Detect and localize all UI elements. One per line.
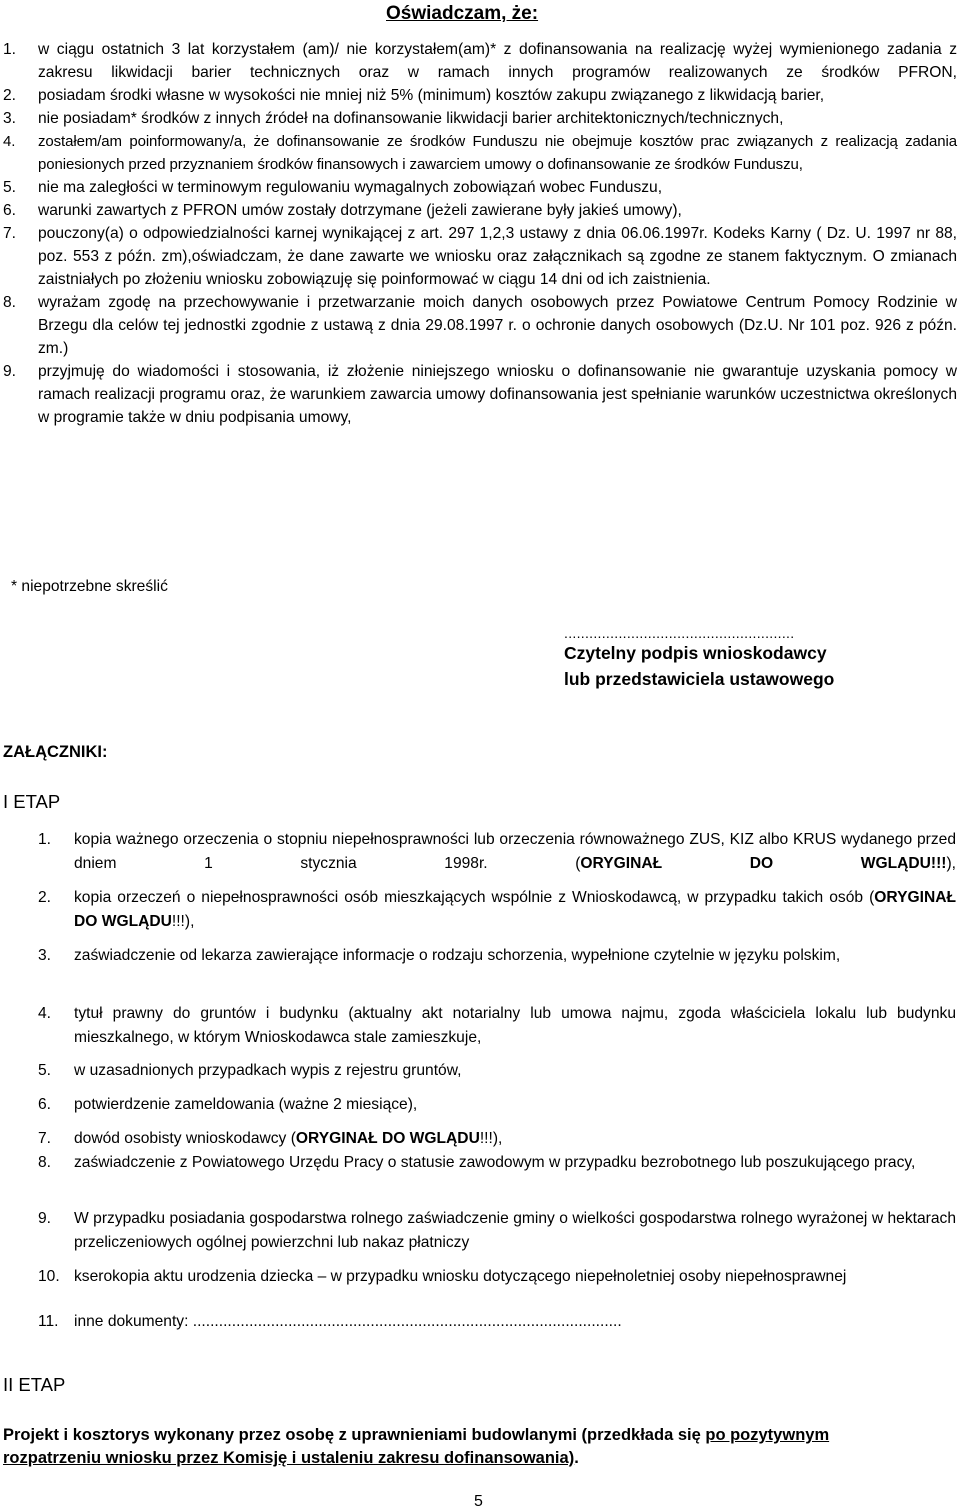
declaration-text: posiadam środki własne w wysokości nie mniej niż 5% (minimum) kosztów zakupu związanego z likwidacją barier, xyxy=(38,87,825,104)
attachment-item xyxy=(0,1002,960,1050)
attachment-number: 2. xyxy=(38,889,52,906)
declaration-item xyxy=(0,360,960,429)
declaration-number: 7. xyxy=(3,225,17,242)
page-title: Oświadczam, że: xyxy=(386,3,539,24)
declaration-text: nie posiadam* środków z innych źródeł na dofinansowanie likwidacji barier architektonicznych/technicznych, xyxy=(38,110,784,127)
declaration-item xyxy=(0,199,960,222)
declaration-item xyxy=(0,176,960,199)
stage-2-underlined: po pozytywnym rozpatrzeniu wniosku przez Komisję i ustaleniu zakresu dofinansowania) xyxy=(3,1426,830,1467)
declaration-item xyxy=(0,107,960,130)
declaration-number: 8. xyxy=(3,294,17,311)
attachment-number: 11. xyxy=(38,1313,59,1330)
signature-caption: Czytelny podpis wnioskodawcy xyxy=(564,643,827,663)
attachment-text: tytuł prawny do gruntów i budynku (aktualny akt notarialny lub umowa najmu, zgoda właściciela lokalu lub budynku mieszkalnego, w którym Wnioskodawca stale zamieszkuje, xyxy=(74,1005,956,1046)
attachment-number: 8. xyxy=(38,1154,52,1171)
stage-1-heading: I ETAP xyxy=(3,791,61,812)
attachment-number: 4. xyxy=(38,1005,52,1022)
declaration-text: warunki zawartych z PFRON umów zostały dotrzymane (jeżeli zawierane były jakieś umowy), xyxy=(38,202,682,219)
declaration-text: pouczony(a) o odpowiedzialności karnej wynikającej z art. 297 1,2,3 ustawy z dnia 06.06.1997r. Kodeks Karny ( Dz. U. 1997 nr 88, poz. 553 z późn. zm),oświadczam, że dane zawarte we wniosku oraz załącznikach są zgodne ze stanem faktycznym. O zmianach zaistniałych po złożeniu wniosku zobowiązuję się poinformować w ciągu 14 dni od ich zaistnienia. xyxy=(38,225,957,288)
attachment-text: zaświadczenie od lekarza zawierające informacje o rodzaju schorzenia, wypełnione czytelnie w języku polskim, xyxy=(74,947,841,964)
attachment-number: 10. xyxy=(38,1268,60,1285)
signature-line: ....................................................... xyxy=(564,625,795,641)
attachment-number: 9. xyxy=(38,1210,52,1227)
stage-2-text: Projekt i kosztorys wykonany przez osobę z uprawnieniami budowlanymi (przedkłada się po pozytywnym rozpatrzeniu wniosku przez Komisję i ustaleniu zakresu dofinansowania). xyxy=(3,1426,830,1467)
attachment-item xyxy=(0,1151,960,1175)
declaration-number: 9. xyxy=(3,363,17,380)
attachment-number: 1. xyxy=(38,831,52,848)
attachment-text: kopia ważnego orzeczenia o stopniu niepełnosprawności lub orzeczenia równoważnego ZUS, KIZ albo KRUS wydanego przed dniem 1 stycznia 1998r. (ORYGINAŁ DO WGLĄDU!!!), xyxy=(74,831,956,872)
attachment-number: 6. xyxy=(38,1096,52,1113)
declarations-list xyxy=(0,38,960,429)
attachments-heading: ZAŁĄCZNIKI: xyxy=(3,743,108,761)
attachment-item xyxy=(0,1207,960,1255)
attachment-item xyxy=(0,944,960,968)
attachment-number: 5. xyxy=(38,1062,52,1079)
declaration-number: 6. xyxy=(3,202,17,219)
attachment-item xyxy=(0,886,960,934)
attachment-item xyxy=(0,1310,960,1334)
attachment-text: zaświadczenie z Powiatowego Urzędu Pracy o statusie zawodowym w przypadku bezrobotnego lub poszukującego pracy, xyxy=(74,1154,916,1171)
declaration-number: 4. xyxy=(3,133,16,150)
attachment-text: w uzasadnionych przypadkach wypis z rejestru gruntów, xyxy=(74,1062,462,1079)
attachment-item xyxy=(0,1265,960,1289)
declaration-text: zostałem/am poinformowany/a, że dofinansowanie ze środków Funduszu nie obejmuje kosztów prac związanych z realizacją zadania poniesionych przed przyznaniem środków finansowych i zawarciem umowy o dofinansowanie ze środków Funduszu, xyxy=(38,133,957,173)
page-number: 5 xyxy=(474,1493,483,1510)
signature-caption: lub przedstawiciela ustawowego xyxy=(564,669,835,689)
declaration-number: 2. xyxy=(3,87,17,104)
declaration-number: 5. xyxy=(3,179,17,196)
declaration-item xyxy=(0,222,960,291)
declaration-number: 3. xyxy=(3,110,17,127)
declaration-text: w ciągu ostatnich 3 lat korzystałem (am)/ nie korzystałem(am)* z dofinansowania na realizację wyżej wymienionego zadania z zakresu likwidacji barier technicznych oraz w ramach innych programów realizowanych ze środków PFRON, xyxy=(38,41,957,81)
attachment-item xyxy=(0,1127,960,1151)
attachment-text: kopia orzeczeń o niepełnosprawności osób mieszkających wspólnie z Wnioskodawcą, w przypadku takich osób (ORYGINAŁ DO WGLĄDU!!!), xyxy=(74,889,956,930)
declaration-item xyxy=(0,130,960,176)
attachment-number: 7. xyxy=(38,1130,52,1147)
declaration-item xyxy=(0,84,960,107)
attachment-item xyxy=(0,828,960,876)
attachment-text: kserokopia aktu urodzenia dziecka – w przypadku wniosku dotyczącego niepełnoletniej osoby niepełnosprawnej xyxy=(74,1268,847,1285)
declaration-number: 1. xyxy=(3,41,17,58)
declaration-text: nie ma zaległości w terminowym regulowaniu wymagalnych zobowiązań wobec Funduszu, xyxy=(38,179,663,196)
attachment-number: 3. xyxy=(38,947,52,964)
attachment-text: potwierdzenie zameldowania (ważne 2 miesiące), xyxy=(74,1096,418,1113)
attachment-text: dowód osobisty wnioskodawcy (ORYGINAŁ DO WGLĄDU!!!), xyxy=(74,1130,503,1147)
attachment-text: W przypadku posiadania gospodarstwa rolnego zaświadczenie gminy o wielkości gospodarstwa rolnego wyrażonej w hektarach przeliczeniowych ogólnej powierzchni lub nakaz płatniczy xyxy=(74,1210,956,1251)
attachment-item xyxy=(0,1059,960,1083)
stage-2-heading: II ETAP xyxy=(3,1374,66,1395)
footnote: * niepotrzebne skreślić xyxy=(11,578,168,595)
signature-block xyxy=(564,626,954,692)
attachment-text: inne dokumenty: ................................................................................................... xyxy=(74,1313,622,1330)
declaration-text: przyjmuję do wiadomości i stosowania, iż złożenie niniejszego wniosku o dofinansowanie nie gwarantuje uzyskania pomocy w ramach realizacji programu oraz, że warunkiem zawarcia umowy dofinansowania jest spełnianie warunków uczestnictwa określonych w programie także w dniu podpisania umowy, xyxy=(38,363,957,426)
declaration-text: wyrażam zgodę na przechowywanie i przetwarzanie moich danych osobowych przez Powiatowe Centrum Pomocy Rodzinie w Brzegu dla celów tej jednostki zgodnie z ustawą z dnia 29.08.1997 r. o ochronie danych osobowych (Dz.U. Nr 101 poz. 926 z późn. zm.) xyxy=(38,294,957,357)
declaration-item xyxy=(0,291,960,360)
attachment-item xyxy=(0,1093,960,1117)
declaration-item xyxy=(0,38,960,84)
